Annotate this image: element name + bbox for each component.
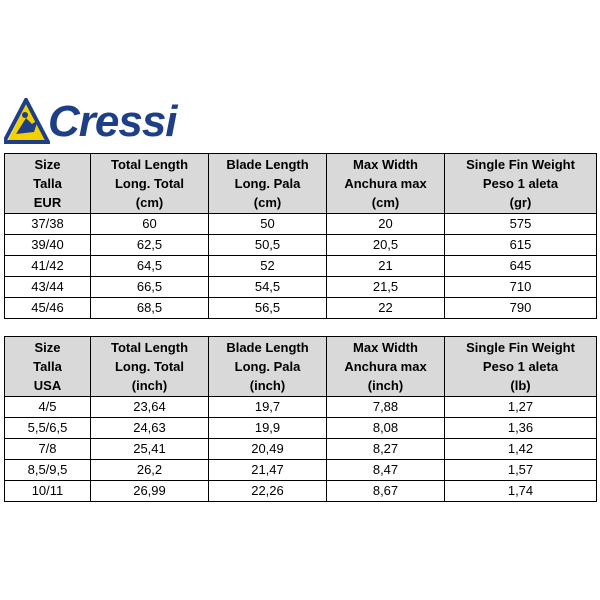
eur-header-row <box>5 154 597 214</box>
eur-size-table <box>4 153 597 319</box>
diver-triangle-icon <box>4 98 50 146</box>
table-cell: 45/46 <box>5 298 91 319</box>
table-row <box>5 277 597 298</box>
table-cell: 20 <box>327 214 445 235</box>
table-cell: 8,27 <box>327 439 445 460</box>
table-cell: 1,27 <box>445 397 597 418</box>
header-blade-length: Blade Length Long. Pala (inch) <box>209 337 327 397</box>
table-row <box>5 256 597 277</box>
header-fin-weight: Single Fin Weight Peso 1 aleta (lb) <box>445 337 597 397</box>
table-row <box>5 439 597 460</box>
usa-size-table <box>4 336 597 502</box>
table-row <box>5 298 597 319</box>
header-max-width: Max Width Anchura max (cm) <box>327 154 445 214</box>
table-cell: 615 <box>445 235 597 256</box>
table-cell: 4/5 <box>5 397 91 418</box>
table-cell: 790 <box>445 298 597 319</box>
table-cell: 20,5 <box>327 235 445 256</box>
table-cell: 37/38 <box>5 214 91 235</box>
header-blade-length: Blade Length Long. Pala (cm) <box>209 154 327 214</box>
table-cell: 68,5 <box>91 298 209 319</box>
table-cell: 8,67 <box>327 481 445 502</box>
table-cell: 54,5 <box>209 277 327 298</box>
table-cell: 39/40 <box>5 235 91 256</box>
header-max-width: Max Width Anchura max (inch) <box>327 337 445 397</box>
table-cell: 50 <box>209 214 327 235</box>
table-cell: 23,64 <box>91 397 209 418</box>
table-cell: 60 <box>91 214 209 235</box>
table-cell: 21 <box>327 256 445 277</box>
table-row <box>5 214 597 235</box>
table-cell: 1,74 <box>445 481 597 502</box>
table-cell: 26,2 <box>91 460 209 481</box>
table-cell: 1,42 <box>445 439 597 460</box>
table-cell: 10/11 <box>5 481 91 502</box>
table-cell: 710 <box>445 277 597 298</box>
table-cell: 19,9 <box>209 418 327 439</box>
table-cell: 5,5/6,5 <box>5 418 91 439</box>
table-cell: 8,5/9,5 <box>5 460 91 481</box>
table-cell: 64,5 <box>91 256 209 277</box>
table-cell: 22,26 <box>209 481 327 502</box>
table-cell: 24,63 <box>91 418 209 439</box>
header-size: Size Talla USA <box>5 337 91 397</box>
table-cell: 8,08 <box>327 418 445 439</box>
header-size: Size Talla EUR <box>5 154 91 214</box>
table-row <box>5 481 597 502</box>
table-cell: 66,5 <box>91 277 209 298</box>
brand-wordmark: Cressi <box>48 97 177 146</box>
table-cell: 8,47 <box>327 460 445 481</box>
header-total-length: Total Length Long. Total (inch) <box>91 337 209 397</box>
table-cell: 25,41 <box>91 439 209 460</box>
table-cell: 26,99 <box>91 481 209 502</box>
table-cell: 21,5 <box>327 277 445 298</box>
table-cell: 22 <box>327 298 445 319</box>
table-cell: 19,7 <box>209 397 327 418</box>
header-total-length: Total Length Long. Total (cm) <box>91 154 209 214</box>
table-cell: 7,88 <box>327 397 445 418</box>
table-cell: 1,57 <box>445 460 597 481</box>
table-cell: 43/44 <box>5 277 91 298</box>
table-cell: 50,5 <box>209 235 327 256</box>
table-cell: 52 <box>209 256 327 277</box>
table-row <box>5 460 597 481</box>
table-cell: 62,5 <box>91 235 209 256</box>
table-cell: 1,36 <box>445 418 597 439</box>
table-cell: 7/8 <box>5 439 91 460</box>
table-cell: 41/42 <box>5 256 91 277</box>
table-row <box>5 397 597 418</box>
cressi-logo <box>4 98 186 146</box>
table-cell: 20,49 <box>209 439 327 460</box>
header-fin-weight: Single Fin Weight Peso 1 aleta (gr) <box>445 154 597 214</box>
table-row <box>5 418 597 439</box>
table-row <box>5 235 597 256</box>
table-cell: 56,5 <box>209 298 327 319</box>
table-cell: 645 <box>445 256 597 277</box>
table-cell: 575 <box>445 214 597 235</box>
table-cell: 21,47 <box>209 460 327 481</box>
usa-header-row <box>5 337 597 397</box>
